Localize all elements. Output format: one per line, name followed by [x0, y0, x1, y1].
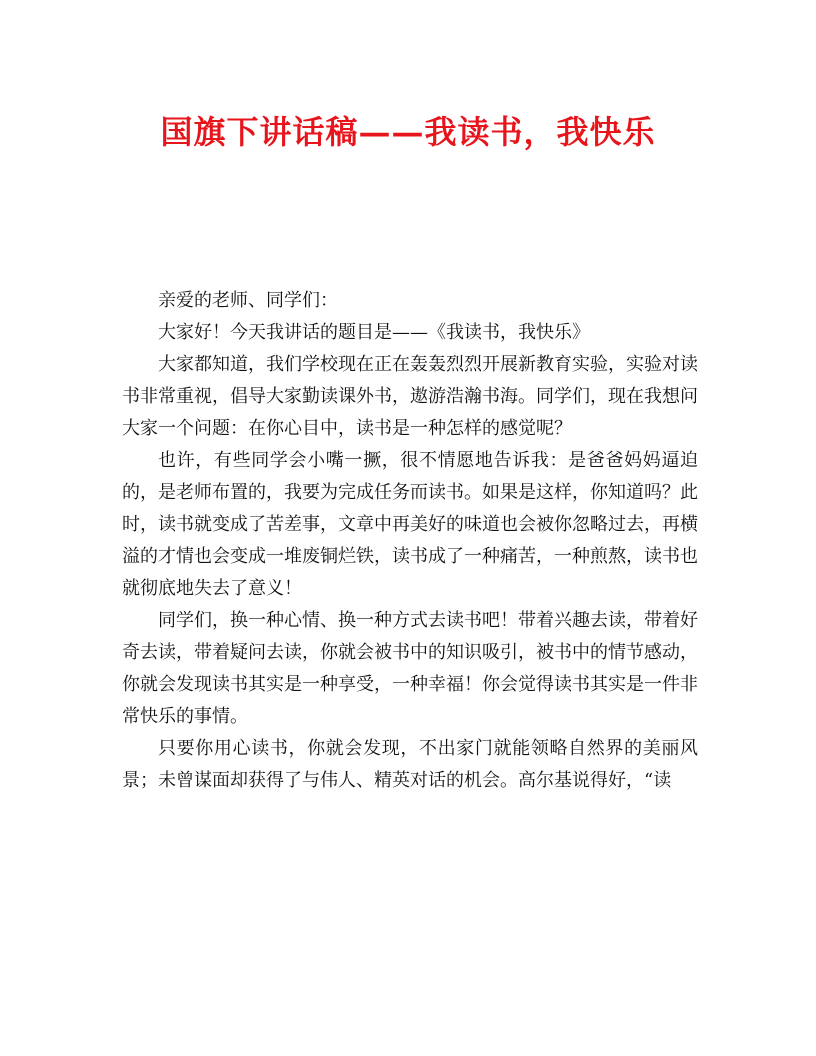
paragraph-3: 同学们，换一种心情、换一种方式去读书吧！带着兴趣去读，带着好奇去读，带着疑问去读，你就会被书中的知识吸引，被书中的情节感动，你就会发现读书其实是一种享受，一种幸福！你会觉得读书其实是一件非常快乐的事情。 — [122, 610, 698, 727]
document-title: 国旗下讲话稿——我读书，我快乐 — [160, 113, 656, 151]
paragraph-1: 大家都知道，我们学校现在正在轰轰烈烈开展新教育实验，实验对读书非常重视，倡导大家勤读课外书，遨游浩瀚书海。同学们，现在我想问大家一个问题：在你心目中，读书是一种怎样的感觉呢？ — [122, 354, 698, 439]
document-body — [122, 285, 698, 797]
paragraph-greeting: 大家好！今天我讲话的题目是——《我读书，我快乐》 — [158, 322, 590, 343]
paragraph-salutation: 亲爱的老师、同学们： — [158, 290, 338, 311]
paragraph-2: 也许，有些同学会小嘴一撅，很不情愿地告诉我：是爸爸妈妈逼迫的，是老师布置的，我要为完成任务而读书。如果是这样，你知道吗？此时，读书就变成了苦差事，文章中再美好的味道也会被你忽略过去，再横溢的才情也会变成一堆废铜烂铁，读书成了一种痛苦，一种煎熬，读书也就彻底地失去了意义！ — [122, 450, 698, 599]
paragraph-4: 只要你用心读书，你就会发现，不出家门就能领略自然界的美丽风景；未曾谋面却获得了与伟人、精英对话的机会。高尔基说得好，“读 — [122, 738, 698, 791]
